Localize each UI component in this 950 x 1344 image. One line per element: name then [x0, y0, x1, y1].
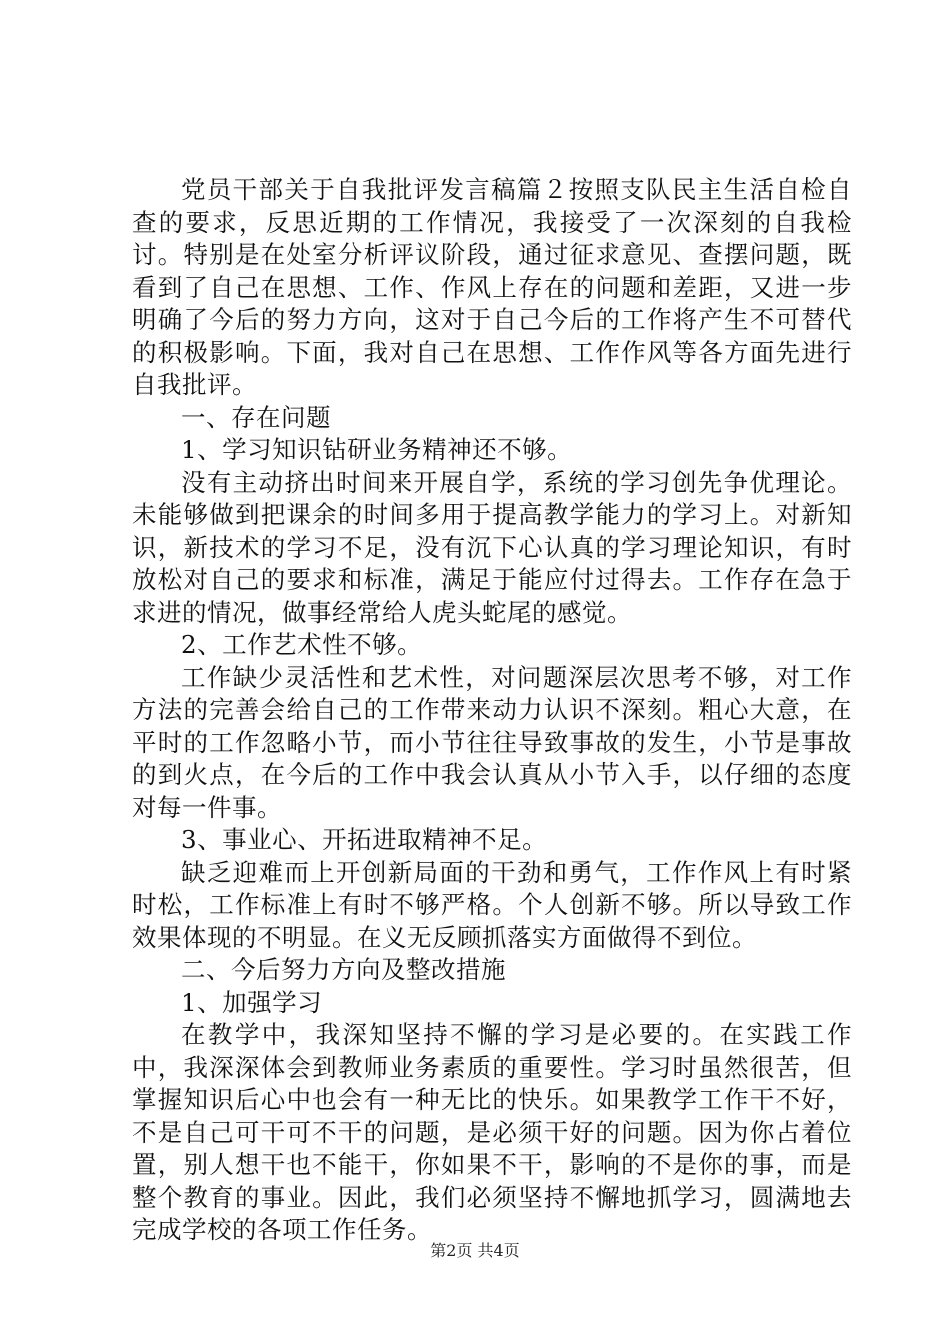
paragraph-dedication: 缺乏迎难而上开创新局面的干劲和勇气，工作作风上有时紧时松，工作标准上有时不够严格。个人创新不够。所以导致工作效果体现的不明显。在义无反顾抓落实方面做得不到位。: [132, 857, 852, 952]
subheading-work-art: 2、工作艺术性不够。: [181, 630, 423, 659]
paragraph-work-art: 工作缺少灵活性和艺术性，对问题深层次思考不够，对工作方法的完善会给自己的工作带来动力认识不深刻。粗心大意，在平时的工作忽略小节，而小节往往导致事故的发生，小节是事故的到火点，在今后的工作中我会认真从小节入手，以仔细的态度对每一件事。: [132, 662, 852, 822]
subheading-strengthen-learning: 1、加强学习: [181, 987, 323, 1017]
section-heading-problems: 一、存在问题: [181, 402, 331, 432]
paragraph-strengthen-learning: 在教学中，我深知坚持不懈的学习是必要的。在实践工作中，我深深体会到教师业务素质的重要性。学习时虽然很苦，但掌握知识后心中也会有一种无比的快乐。如果教学工作干不好，不是自己可干可不干的问题，是必须干好的问题。因为你占着位置，别人想干也不能干，你如果不干，影响的不是你的事，而是整个教育的事业。因此，我们必须坚持不懈地抓学习，圆满地去完成学校的各项工作任务。: [132, 1020, 852, 1244]
document-body: [132, 174, 852, 1247]
page-number-footer: 第2页 共4页: [430, 1241, 520, 1260]
subheading-dedication: 3、事业心、开拓进取精神不足。: [181, 825, 548, 854]
section-heading-measures: 二、今后努力方向及整改措施: [181, 955, 506, 984]
paragraph-learning: 没有主动挤出时间来开展自学，系统的学习创先争优理论。未能够做到把课余的时间多用于提高教学能力的学习上。对新知识，新技术的学习不足，没有沉下心认真的学习理论知识，有时放松对自己的要求和标准，满足于能应付过得去。工作存在急于求进的情况，做事经常给人虎头蛇尾的感觉。: [132, 467, 852, 627]
paragraph-intro: 党员干部关于自我批评发言稿篇２按照支队民主生活自检自查的要求，反思近期的工作情况，我接受了一次深刻的自我检讨。特别是在处室分析评议阶段，通过征求意见、查摆问题，既看到了自己在思想、工作、作风上存在的问题和差距，又进一步明确了今后的努力方向，这对于自己今后的工作将产生不可替代的积极影响。下面，我对自己在思想、工作作风等各方面先进行自我批评。: [132, 175, 852, 399]
subheading-learning: 1、学习知识钻研业务精神还不够。: [181, 435, 573, 464]
